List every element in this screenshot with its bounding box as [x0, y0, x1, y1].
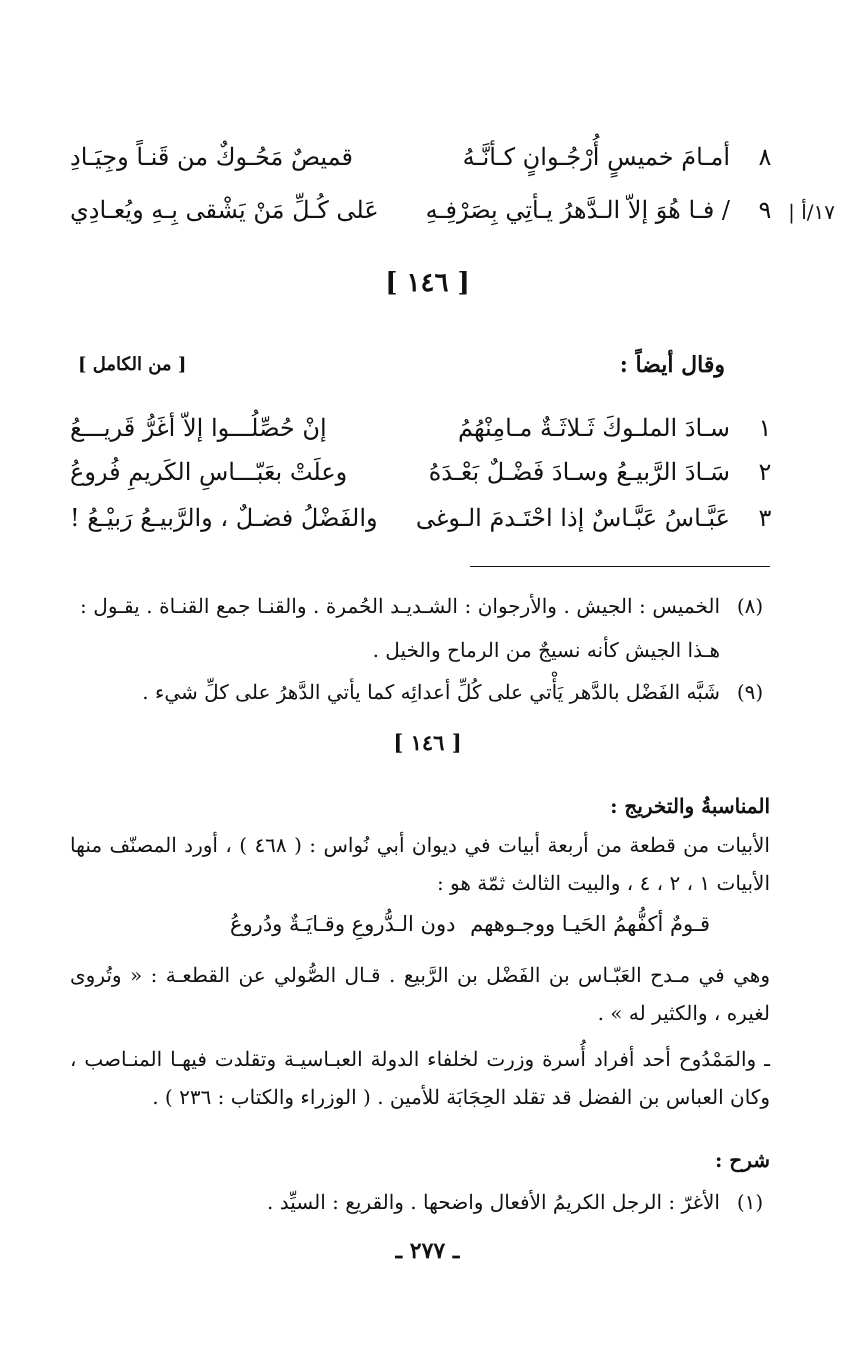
verse-row — [70, 504, 785, 544]
verse-row — [70, 143, 785, 183]
verse-first-hemistich: سـادَ الملـوكَ ثَـلاثَـةٌ مـامِنْهُمُ — [458, 414, 730, 442]
verse-first-hemistich: سَـادَ الرَّبيـعُ وسـادَ فَضْـلٌ بَعْـدَهُ — [428, 458, 730, 486]
verse-second-hemistich: والفَضْلُ فضـلٌ ، والرَّبيـعُ رَبيْـعُ ! — [70, 504, 378, 532]
cited-verse-second: دون الـدُّروعِ وقـايَـةٌ ودُروعُ — [230, 912, 456, 936]
verse-number: ١ — [758, 414, 772, 442]
takhrij-paragraph: وهي في مـدح العَبّـاس بن الفَضْل بن الرَّبيع . قـال الصُّولي عن القطعـة : « وتُروى لغيره ، والكثير له » . — [70, 963, 770, 1025]
verse-number: ٢ — [758, 458, 772, 486]
footnote-text: شَبَّه الفَضْل بالدَّهر يَأْتي على كُلِّ أعدائِه كما يأتي الدَّهرُ على كلِّ شيء . — [142, 680, 720, 704]
verse-first-hemistich: أمـامَ خميسٍ أُرْجُـوانٍ كـأنَّـهُ — [462, 143, 730, 171]
verse-second-hemistich: إنْ حُصِّلُـــوا إلاّ أغَرُّ قَريـــعُ — [70, 414, 327, 442]
verse-row — [70, 414, 785, 454]
takhrij-paragraph: ـ والمَمْدُوح أحد أفراد أُسرة وزرت لخلفاء الدولة العبـاسيـة وتقلدت فيهـا المنـاصب ، وكان العباس بن الفضل قد تقلد الحِجَابَة للأمين . ( الوزراء والكتاب : ٢٣٦ ) . — [70, 1047, 770, 1109]
sharh-title: شرح : — [714, 1148, 770, 1172]
verse-row — [70, 196, 785, 236]
sharh-note-text: الأغرّ : الرجل الكريمُ الأفعال واضحها . والقريع : السيِّد . — [267, 1190, 720, 1214]
verse-number: ٩ — [758, 196, 772, 224]
verse-number: ٨ — [758, 143, 772, 171]
verse-second-hemistich: عَلى كُـلِّ مَنْ يَشْقى بِـهِ ويُعـادِي — [70, 196, 379, 224]
section-number: [ ١٤٦ ] — [385, 268, 470, 298]
poem-intro: وقال أيضاً : — [619, 352, 725, 378]
verse-first-hemistich: / فـا هُوَ إلاّ الـدَّهرُ يـأتِي بِصَرْفِـهِ — [425, 196, 730, 224]
verse-row — [70, 458, 785, 498]
footnote — [80, 584, 770, 672]
footnote-divider — [470, 566, 770, 567]
verse-second-hemistich: قميصٌ مَحُـوكٌ من قَنـاً وجِيَـادِ — [70, 143, 353, 171]
cited-verse-first: قـومٌ أكفُّهمُ الحَيـا ووجـوههم — [470, 912, 710, 936]
poem-meter: [ من الكامل ] — [78, 354, 187, 375]
footnote-number: (٩) — [736, 680, 764, 704]
manuscript-folio-ref: ١٧/أ | — [788, 200, 835, 224]
takhrij-title: المناسبةُ والتخريج : — [610, 794, 770, 818]
takhrij-paragraph: الأبيات من قطعة من أربعة أبيات في ديوان أبي نُواس : ( ٤٦٨ ) ، أورد المصنّف منها الأبيات ١ ، ٢ ، ٤ ، والبيت الثالث ثمّة هو : — [70, 833, 770, 895]
cited-verse — [230, 912, 710, 948]
sharh-note-number: (١) — [736, 1190, 764, 1214]
footnote-text: الخميس : الجيش . والأرجوان : الشـديـد الحُمرة . والقنـا جمع القنـاة . يقـول : هـذا الجيش كأنه نسيجٌ من الرماح والخيل . — [80, 594, 720, 662]
footnote-number: (٨) — [736, 594, 764, 618]
verse-second-hemistich: وعلَتْ بعَبّـــاسِ الكَريمِ فُروعُ — [70, 458, 348, 486]
section-number-small: [ ١٤٦ ] — [393, 730, 462, 755]
verse-first-hemistich: عَبَّـاسُ عَبَّـاسٌ إذا احْتَـدمَ الـوغى — [415, 504, 730, 532]
page-number: ـ ٢٧٧ ـ — [395, 1238, 460, 1264]
verse-number: ٣ — [758, 504, 772, 532]
footnote — [80, 670, 770, 714]
sharh-note — [80, 1180, 770, 1224]
